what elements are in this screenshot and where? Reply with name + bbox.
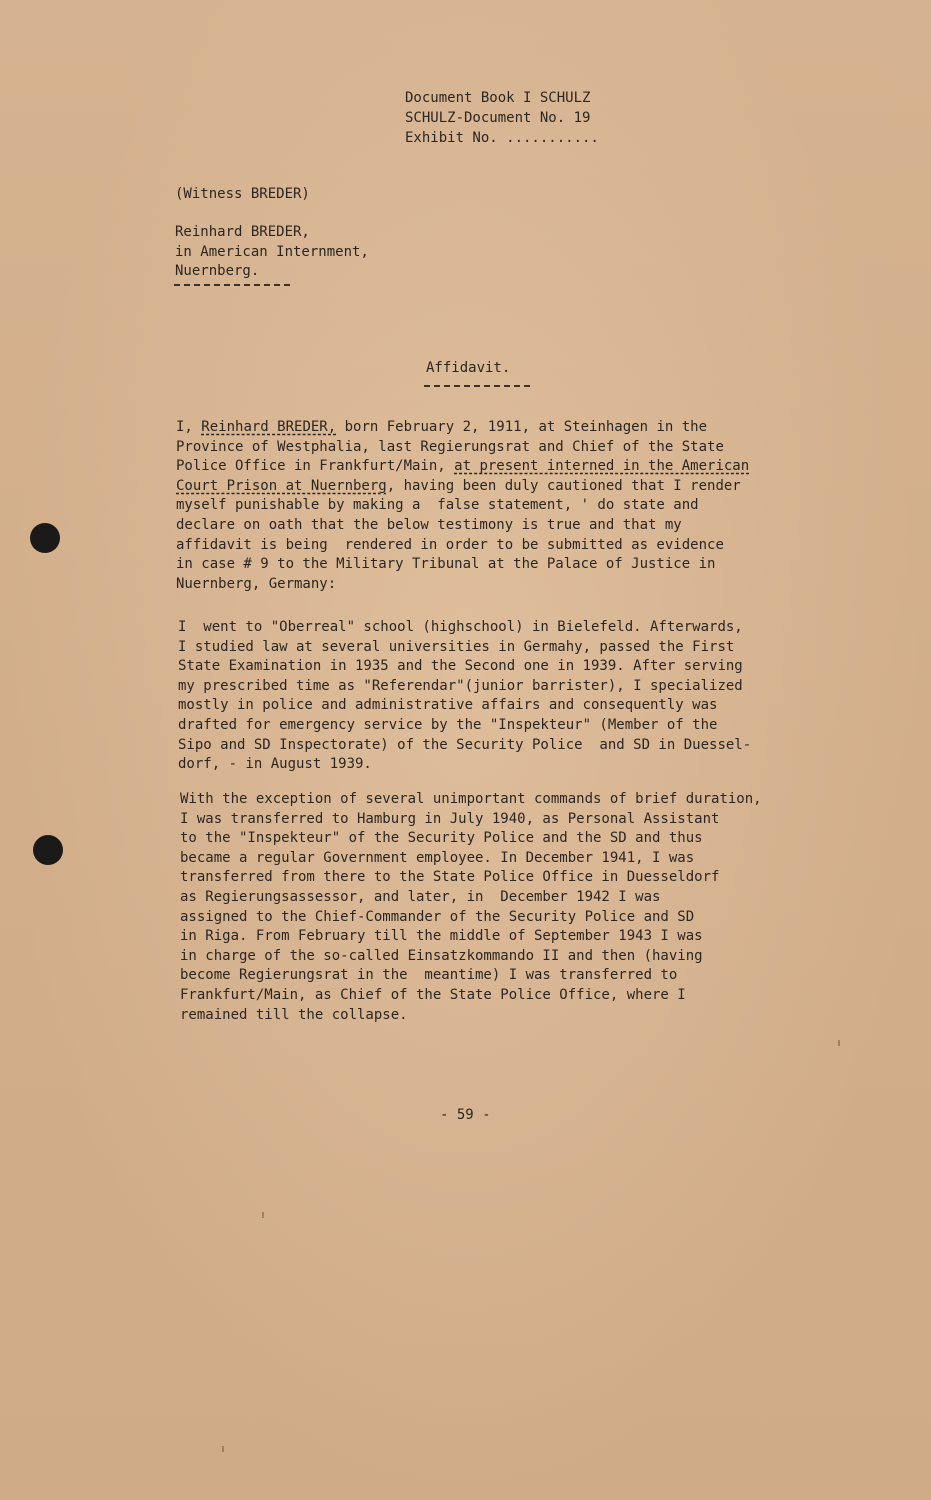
text-line: Sipo and SD Inspectorate) of the Security Police and SD in Duessel- bbox=[178, 736, 752, 753]
header-exhibit-number: Exhibit No. ........... bbox=[405, 130, 599, 146]
text-line: declare on oath that the below testimony is true and that my bbox=[176, 516, 682, 533]
paragraph-career bbox=[180, 790, 762, 1025]
text-line: become Regierungsrat in the meantime) I was transferred to bbox=[180, 967, 678, 984]
header-book-line: Document Book I SCHULZ bbox=[405, 90, 591, 106]
text-line: mostly in police and administrative affairs and consequently was bbox=[178, 697, 718, 714]
address-internment: in American Internment, bbox=[175, 243, 369, 260]
text-line bbox=[176, 477, 749, 497]
text-line: myself punishable by making a false statement, ' do state and bbox=[176, 497, 699, 514]
document-header bbox=[405, 88, 599, 148]
title-underline bbox=[424, 385, 530, 387]
text-line: I was transferred to Hamburg in July 1940, as Personal Assistant bbox=[180, 810, 720, 827]
underlined-segment: at present interned in the American bbox=[454, 458, 750, 475]
paper-speck bbox=[262, 1212, 264, 1218]
text-line bbox=[176, 418, 749, 438]
affiant-name: Reinhard BREDER, bbox=[201, 419, 337, 435]
document-title: Affidavit. bbox=[426, 360, 511, 376]
paragraph-oath bbox=[176, 418, 749, 594]
text-line: to the "Inspekteur" of the Security Police and the SD and thus bbox=[180, 830, 703, 847]
page-number: - 59 - bbox=[440, 1107, 491, 1123]
address-name: Reinhard BREDER, bbox=[175, 224, 310, 240]
text-segment: Police Office in Frankfurt/Main, bbox=[176, 458, 455, 475]
text-line: I studied law at several universities in Germahy, passed the First bbox=[178, 638, 735, 655]
text-line bbox=[176, 457, 749, 477]
text-line: State Examination in 1935 and the Second one in 1939. After serving bbox=[178, 658, 743, 675]
text-line: I went to "Oberreal" school (highschool) in Bielefeld. Afterwards, bbox=[178, 619, 743, 635]
text-line: affidavit is being rendered in order to be submitted as evidence bbox=[176, 536, 724, 553]
text-line: as Regierungsassessor, and later, in December 1942 I was bbox=[180, 888, 661, 905]
text-line: dorf, - in August 1939. bbox=[178, 756, 372, 773]
text-line: became a regular Government employee. In December 1941, I was bbox=[180, 849, 695, 866]
paper-speck bbox=[838, 1040, 840, 1046]
text-line: assigned to the Chief-Commander of the Security Police and SD bbox=[180, 908, 695, 925]
underlined-segment: Court Prison at Nuernberg bbox=[176, 477, 387, 494]
text-segment: born February 2, 1911, at Steinhagen in the bbox=[336, 419, 708, 435]
text-segment: I, bbox=[176, 419, 202, 435]
witness-label: (Witness BREDER) bbox=[175, 186, 310, 202]
address-city: Nuernberg. bbox=[175, 263, 260, 279]
text-line: Province of Westphalia, last Regierungsrat and Chief of the State bbox=[176, 438, 724, 455]
text-line: Frankfurt/Main, as Chief of the State Police Office, where I bbox=[180, 986, 686, 1003]
punch-hole bbox=[30, 523, 60, 553]
text-line: Nuernberg, Germany: bbox=[176, 575, 337, 592]
text-line: in Riga. From February till the middle of September 1943 I was bbox=[180, 928, 703, 945]
text-segment: , having been duly cautioned that I render bbox=[386, 477, 741, 494]
text-line: my prescribed time as "Referendar"(junior barrister), I specialized bbox=[178, 677, 743, 694]
text-line: drafted for emergency service by the "Inspekteur" (Member of the bbox=[178, 716, 718, 733]
punch-hole bbox=[33, 835, 63, 865]
text-line: in case # 9 to the Military Tribunal at the Palace of Justice in bbox=[176, 556, 716, 573]
text-line: With the exception of several unimportant commands of brief duration, bbox=[180, 791, 762, 807]
witness-address bbox=[175, 223, 369, 282]
text-line: transferred from there to the State Police Office in Duesseldorf bbox=[180, 869, 720, 886]
address-divider bbox=[174, 284, 290, 286]
text-line: remained till the collapse. bbox=[180, 1006, 408, 1023]
paper-speck bbox=[222, 1446, 224, 1452]
header-document-number: SCHULZ-Document No. 19 bbox=[405, 110, 591, 126]
paragraph-education bbox=[178, 618, 751, 775]
text-line: in charge of the so-called Einsatzkommando II and then (having bbox=[180, 947, 703, 964]
